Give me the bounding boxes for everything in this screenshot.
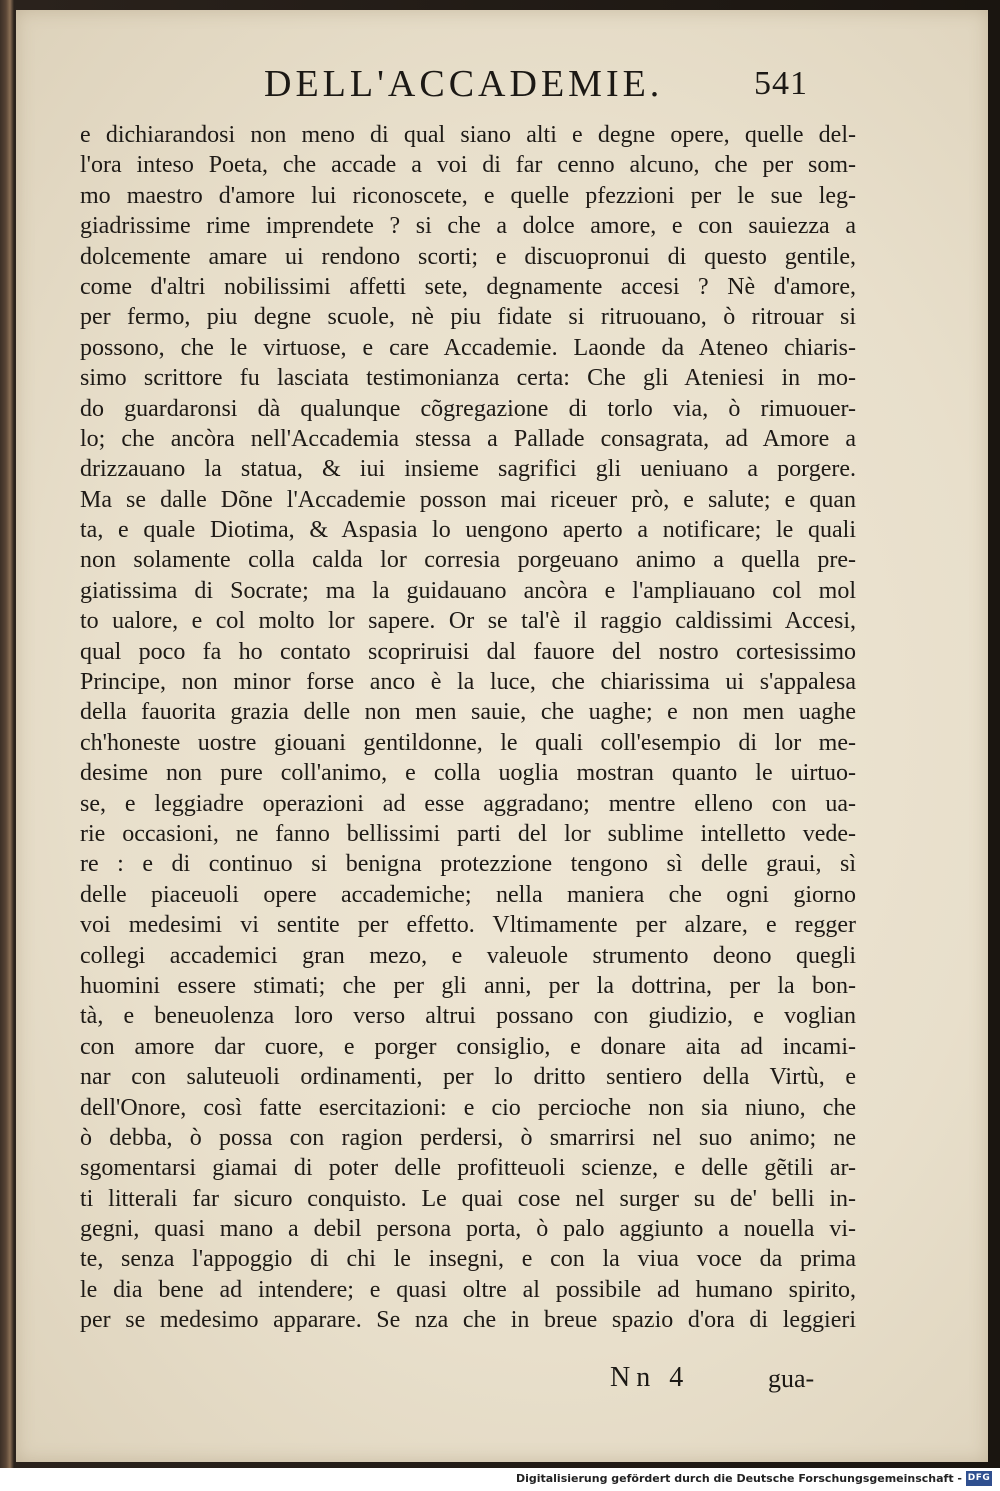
text-line: delle piaceuoli opere accademiche; nella maniera che ogni giorno (80, 881, 856, 908)
text-line: huomini essere stimati; che per gli anni, per la dottrina, per la bon- (80, 972, 856, 999)
text-line: se, e leggiadre operazioni ad esse aggradano; mentre elleno con ua- (80, 790, 856, 817)
text-line: come d'altri nobilissimi affetti sete, degnamente accesi ? Nè d'amore, (80, 273, 856, 300)
running-head: DELL'ACCADEMIE. (264, 63, 664, 105)
text-line: mo maestro d'amore lui riconoscete, e quelle pfezzioni per le sue leg- (80, 182, 856, 209)
signature-mark: Nn 4 (610, 1362, 690, 1393)
text-line: desime non pure coll'animo, e colla uoglia mostran quanto le uirtuo- (80, 760, 856, 787)
text-line: giadrissime rime imprendete ? si che a dolce amore, e con sauiezza a (80, 213, 856, 240)
page-number: 541 (754, 65, 808, 102)
footer-bar (0, 1468, 1000, 1491)
text-line: giatissima di Socrate; ma la guidauano ancòra e l'ampliauano col mol (80, 577, 856, 604)
text-line: Ma se dalle Dõne l'Accademie posson mai riceuer prò, e salute; e quan (80, 486, 856, 513)
text-line: nar con saluteuoli ordinamenti, per lo dritto sentiero della Virtù, e (80, 1064, 856, 1091)
text-line: per fermo, piu degne scuole, nè piu fidate si ritruouano, ò ritrouar si (80, 304, 856, 331)
text-line: l'ora inteso Poeta, che accade a voi di far cenno alcuno, che per som- (80, 152, 856, 179)
book-page (16, 10, 988, 1462)
text-line: sgomentarsi giamai di poter delle profitteuoli scienze, e delle gẽtili ar- (80, 1155, 856, 1182)
text-line: dell'Onore, così fatte esercitazioni: e cio percioche non sia niuno, che (80, 1094, 856, 1121)
text-line: ch'honeste uostre giouani gentildonne, le quali coll'esempio di lor me- (80, 729, 856, 756)
text-line: voi medesimi vi sentite per effetto. Vltimamente per alzare, e regger (80, 912, 856, 939)
text-line: gegni, quasi mano a debil persona porta, ò palo aggiunto a nouella vi- (80, 1216, 856, 1243)
text-line: simo scrittore fu lasciata testimonianza certa: Che gli Ateniesi in mo- (80, 365, 856, 392)
footer-credit: Digitalisierung gefördert durch die Deutsche Forschungsgemeinschaft - (515, 1472, 962, 1485)
text-line: e dichiarandosi non meno di qual siano alti e degne opere, quelle del- (80, 122, 856, 148)
text-line: ti litterali far sicuro conquisto. Le quai cose nel surger su de' belli in- (80, 1185, 856, 1212)
catchword: gua- (768, 1364, 815, 1393)
text-line: tà, e beneuolenza loro verso altrui possano con giudizio, e voglian (80, 1003, 856, 1030)
text-line: lo; che ancòra nell'Accademia stessa a Pallade consagrata, ad Amore a (80, 425, 856, 452)
text-line: do guardaronsi dà qualunque cõgregazione di torlo via, ò rimuouer- (80, 395, 856, 422)
text-line: possono, che le virtuose, e care Accademie. Laonde da Ateneo chiaris- (80, 334, 856, 361)
text-line: Principe, non minor forse anco è la luce, che chiarissima ui s'appalesa (80, 669, 856, 696)
text-line: to ualore, e col molto lor sapere. Or se tal'è il raggio caldissimi Accesi, (80, 608, 856, 635)
text-line: ta, e quale Diotima, & Aspasia lo uengono aperto a notificare; le quali (80, 517, 856, 544)
text-line: le dia bene ad intendere; e quasi oltre al possibile ad humano spirito, (80, 1276, 856, 1303)
text-line: collegi accademici gran mezo, e valeuole strumento deono quegli (80, 942, 856, 969)
text-line: non solamente colla calda lor corresia porgeuano animo a quella pre- (80, 547, 856, 574)
text-line: qual poco fa ho contato scopriruisi dal fauore del nostro cortesissimo (80, 638, 856, 665)
text-line: con amore dar cuore, e porger consiglio, e donare aita ad incami- (80, 1033, 856, 1060)
text-line: re : e di continuo si benigna protezzione tengono sì delle graui, sì (80, 851, 856, 878)
text-line: della fauorita grazia delle non men sauie, che uaghe; e non men uaghe (80, 699, 856, 726)
dfg-logo: DFG (966, 1471, 992, 1486)
text-line: rie occasioni, ne fanno bellissimi parti del lor sublime intelletto vede- (80, 820, 856, 847)
text-line: drizzauano la statua, & iui insieme sagrifici gli ueniuano a porgere. (80, 456, 856, 483)
body-text (80, 120, 856, 1336)
text-line: per se medesimo apparare. Se nza che in breue spazio d'ora di leggieri (80, 1307, 856, 1334)
text-line: te, senza l'appoggio di chi le insegni, e con la viua voce da prima (80, 1246, 856, 1273)
text-line: ò debba, ò possa con ragion perdersi, ò smarrirsi nel suo animo; ne (80, 1124, 856, 1151)
text-line: dolcemente amare ui rendono scorti; e discuopronui di questo gentile, (80, 243, 856, 270)
